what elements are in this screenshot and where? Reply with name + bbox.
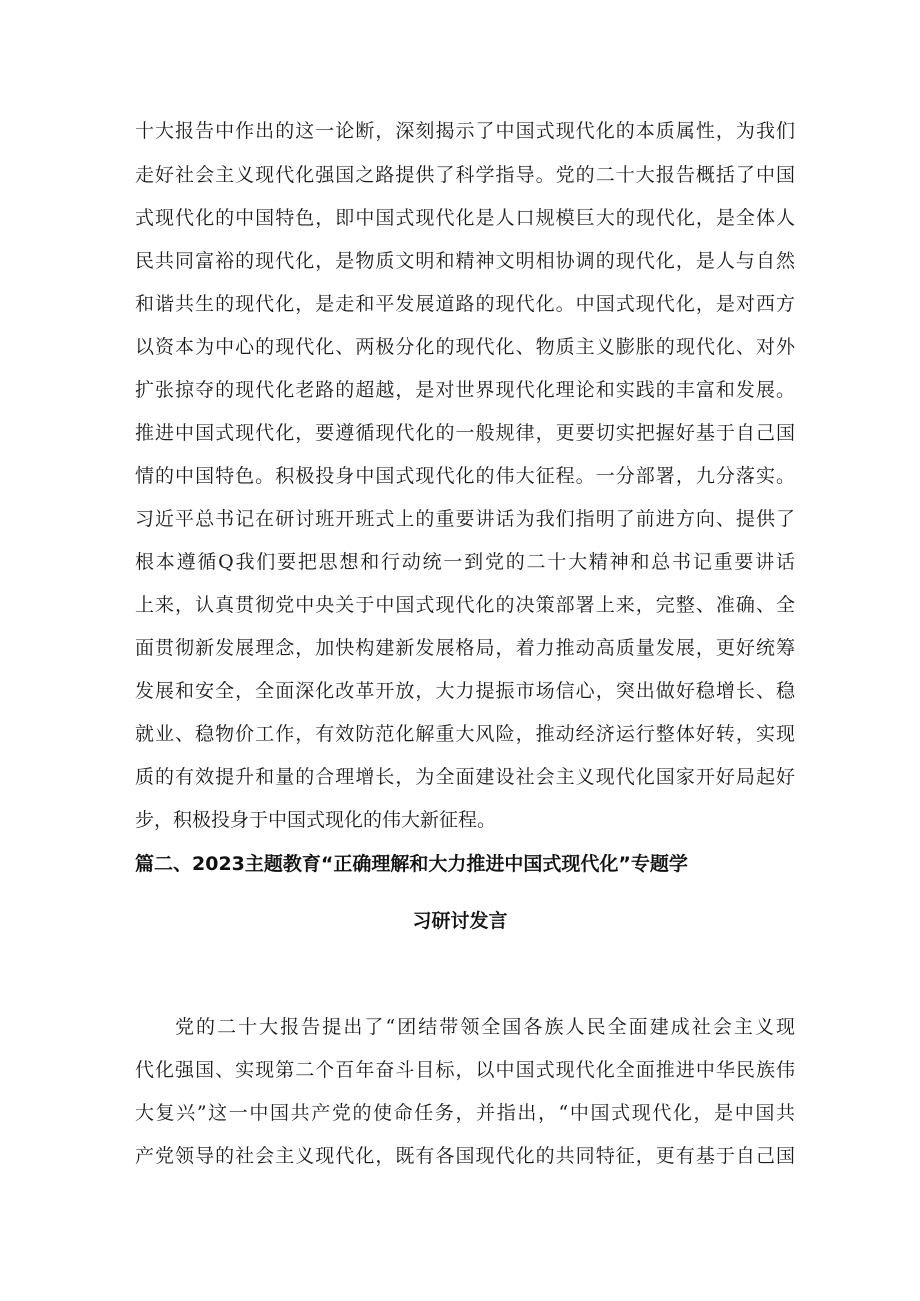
paragraph-line-last: 步，积极投身于中国式现化的伟大新征程。 <box>135 809 497 831</box>
paragraph-line: 走好社会主义现代化强国之路提供了科学指导。党的二十大报告概括了中国 <box>135 164 795 186</box>
paragraph-line: 产党领导的社会主义现代化，既有各国现代化的共同特征，更有基于自己国 <box>135 1145 795 1167</box>
paragraph-line: 上来，认真贯彻党中央关于中国式现代化的决策部署上来，完整、准确、全 <box>135 594 795 616</box>
paragraph-line: 大复兴”这一中国共产党的使命任务，并指出，“中国式现代化，是中国共 <box>135 1102 795 1124</box>
paragraph-line: 面贯彻新发展理念，加快构建新发展格局，着力推动高质量发展，更好统筹 <box>135 637 795 659</box>
paragraph-line: 就业、稳物价工作，有效防范化解重大风险，推动经济运行整体好转，实现 <box>135 723 795 745</box>
paragraph-line: 式现代化的中国特色，即中国式现代化是人口规模巨大的现代化，是全体人 <box>135 207 795 229</box>
paragraph-line: 和谐共生的现代化，是走和平发展道路的现代化。中国式现代化，是对西方 <box>135 293 795 315</box>
paragraph-line: 发展和安全，全面深化改革开放，大力提振市场信心，突出做好稳增长、稳 <box>135 680 795 702</box>
paragraph-line: 以资本为中心的现代化、两极分化的现代化、物质主义膨胀的现代化、对外 <box>135 336 795 358</box>
paragraph-line-first: 党的二十大报告提出了“团结带领全国各族人民全面建成社会主义现 <box>175 1016 795 1038</box>
paragraph-line: 推进中国式现代化，要遵循现代化的一般规律，更要切实把握好基于自己国 <box>135 422 795 444</box>
paragraph-line: 代化强国、实现第二个百年奋斗目标，以中国式现代化全面推进中华民族伟 <box>135 1059 795 1081</box>
paragraph-line: 根本遵循Q我们要把思想和行动统一到党的二十大精神和总书记重要讲话 <box>135 551 795 573</box>
section-heading-line-1: 篇二、2023主题教育“正确理解和大力推进中国式现代化”专题学 <box>135 853 688 875</box>
paragraph-line: 习近平总书记在研讨班开班式上的重要讲话为我们指明了前进方向、提供了 <box>135 508 795 530</box>
paragraph-line: 十大报告中作出的这一论断，深刻揭示了中国式现代化的本质属性，为我们 <box>135 120 795 142</box>
paragraph-line: 扩张掠夺的现代化老路的超越，是对世界现代化理论和实践的丰富和发展。 <box>135 379 795 401</box>
paragraph-line: 民共同富裕的现代化，是物质文明和精神文明相协调的现代化，是人与自然 <box>135 250 795 272</box>
section-heading-line-2: 习研讨发言 <box>412 910 508 932</box>
paragraph-line: 情的中国特色。积极投身中国式现代化的伟大征程。一分部署，九分落实。 <box>135 465 795 487</box>
paragraph-line: 质的有效提升和量的合理增长，为全面建设社会主义现代化国家开好局起好 <box>135 766 795 788</box>
